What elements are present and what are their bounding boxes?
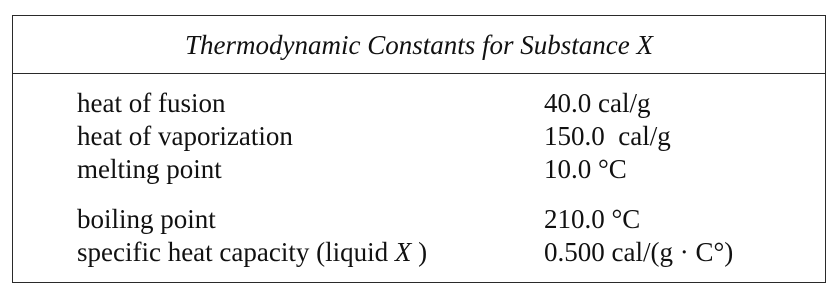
- row-value: 210.0 °C: [544, 204, 641, 234]
- property-text-prefix: specific heat capacity (liquid: [77, 237, 395, 267]
- table-row: [13, 203, 825, 236]
- property-text-suffix: ): [411, 237, 428, 267]
- row-property-label: heat of fusion: [77, 88, 226, 118]
- substance-variable: X: [394, 237, 412, 267]
- row-value: 0.500 cal/(g · C°): [544, 237, 734, 267]
- table-row: [13, 236, 825, 269]
- row-value: 150.0 cal/g: [544, 121, 671, 151]
- title-divider: [13, 73, 825, 74]
- constants-table: [12, 15, 826, 283]
- row-property-label: heat of vaporization: [77, 121, 293, 151]
- table-title: Thermodynamic Constants for Substance X: [185, 30, 653, 60]
- table-row: [13, 153, 825, 186]
- row-value: 10.0 °C: [544, 154, 627, 184]
- table-row: [13, 120, 825, 153]
- row-property-label: melting point: [77, 154, 222, 184]
- table-row: [13, 87, 825, 120]
- row-property-label: [77, 236, 427, 269]
- row-value: 40.0 cal/g: [544, 88, 651, 118]
- row-property-label: boiling point: [77, 204, 216, 234]
